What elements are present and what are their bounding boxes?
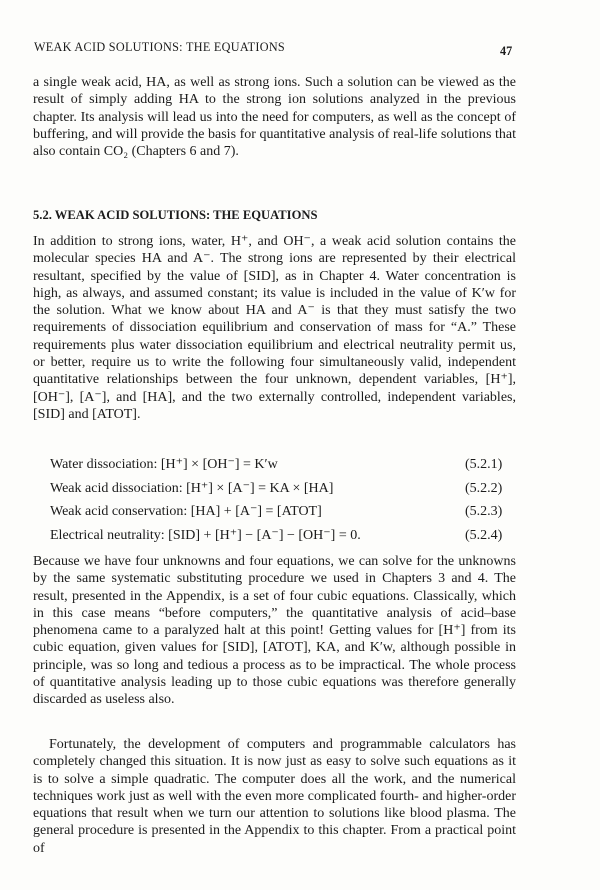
equation-number: (5.2.2): [465, 480, 503, 496]
equation-text: Weak acid dissociation: [H⁺] × [A⁻] = KA × [HA]: [50, 480, 334, 496]
equation-row: [50, 502, 520, 526]
body-paragraph-1: In addition to strong ions, water, H⁺, and OH⁻, a weak acid solution contains the molecular species HA and A⁻. The strong ions are represented by their electrical resultant, specified by the value of [SID], as in Chapter 4. Water concentration is high, as always, and assumed constant; its value is included in the value of K′w for the solution. What we know about HA and A⁻ is that they must satisfy the two requirements of dissociation equilibrium and conservation of mass for “A.” These requirements plus water dissociation equilibrium and electrical neutrality permit us, or better, require us to write the following four simultaneously valid, independent quantitative relationships between the four unknown, dependent variables, [H⁺], [OH⁻], [A⁻], and [HA], and the two externally controlled, independent variables, [SID] and [ATOT].: [33, 234, 516, 422]
equation-block: [50, 455, 520, 549]
section-heading: 5.2. WEAK ACID SOLUTIONS: THE EQUATIONS: [33, 208, 318, 222]
equation-text: Water dissociation: [H⁺] × [OH⁻] = K′w: [50, 457, 278, 472]
page-number: 47: [500, 44, 513, 58]
intro-paragraph: a single weak acid, HA, as well as strong ions. Such a solution can be viewed as the result of simply adding HA to the strong ion solutions analyzed in the previous chapter. Its analysis will lead us into the need for computers, as well as the concept of buffering, and will provide the basis for quantitative analysis of real-life solutions that also contain CO₂ (Chapters 6 and 7).: [33, 75, 516, 160]
body-paragraph-2: Because we have four unknowns and four equations, we can solve for the unknowns by the same systematic substituting procedure we used in Chapters 3 and 4. The result, presented in the Appendix, is a set of four cubic equations. Classically, which in this case means “before computers,” the quantitative analysis of acid–base phenomena came to a paralyzed halt at this point! Getting values for [H⁺] from its cubic equation, given values for [SID], [ATOT], KA, and K′w, although possible in principle, was so long and tedious a process as to be impractical. The whole process of quantitative analysis leading up to those cubic equations was therefore generally discarded as useless also.: [33, 554, 516, 708]
equation-row: [50, 455, 520, 479]
equation-number: (5.2.4): [465, 527, 503, 543]
equation-text: Electrical neutrality: [SID] + [H⁺] − [A⁻] − [OH⁻] = 0.: [50, 527, 361, 543]
equation-number: (5.2.3): [465, 504, 503, 519]
equation-text: Weak acid conservation: [HA] + [A⁻] = [ATOT]: [50, 504, 322, 519]
body-paragraph-3: Fortunately, the development of computers and programmable calculators has completely changed this situation. It is now just as easy to solve such equations as it is to solve a simple quadratic. The computer does all the work, and the numerical techniques work just as well with the even more complicated fourth- and higher-order equations that result when we turn our attention to solutions like blood plasma. The general procedure is presented in the Appendix to this chapter. From a practical point of: [33, 737, 516, 856]
equation-number: (5.2.1): [465, 457, 503, 472]
running-head: WEAK ACID SOLUTIONS: THE EQUATIONS: [34, 40, 286, 54]
equation-row: [50, 526, 520, 550]
equation-row: [50, 479, 520, 503]
